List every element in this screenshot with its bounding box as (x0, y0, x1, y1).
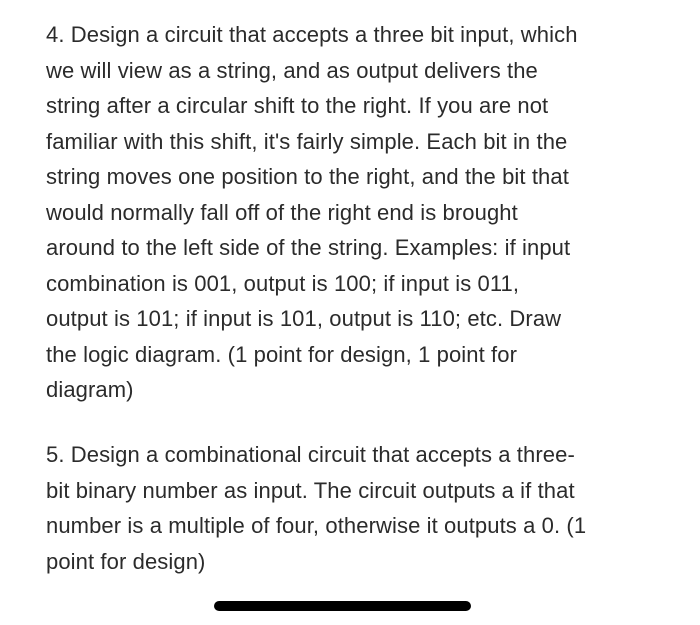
question-4 (46, 17, 646, 408)
question-4-line: would normally fall off of the right end is brought (46, 199, 518, 225)
home-indicator-bar[interactable] (214, 601, 471, 611)
question-4-line: output is 101; if input is 101, output is 110; etc. Draw (46, 306, 562, 331)
question-5-line: bit binary number as input. The circuit outputs a if that (46, 477, 575, 503)
question-5-line: point for design) (46, 548, 206, 574)
question-4-line: we will view as a string, and as output delivers the (46, 57, 538, 83)
question-5-line: 5. Design a combinational circuit that accepts a three- (46, 442, 575, 467)
question-4-line: string after a circular shift to the right. If you are not (46, 93, 549, 118)
question-4-line: the logic diagram. (1 point for design, 1 point for (46, 341, 518, 367)
question-4-line: familiar with this shift, it's fairly simple. Each bit in the (46, 128, 568, 154)
question-5 (46, 437, 646, 579)
question-4-line: combination is 001, output is 100; if input is 011, (46, 270, 520, 296)
question-4-line: diagram) (46, 377, 134, 402)
question-4-line: around to the left side of the string. Examples: if input (46, 235, 571, 260)
question-5-line: number is a multiple of four, otherwise it outputs a 0. (1 (46, 513, 587, 538)
question-4-line: 4. Design a circuit that accepts a three bit input, which (46, 22, 578, 47)
question-4-line: string moves one position to the right, and the bit that (46, 164, 569, 189)
